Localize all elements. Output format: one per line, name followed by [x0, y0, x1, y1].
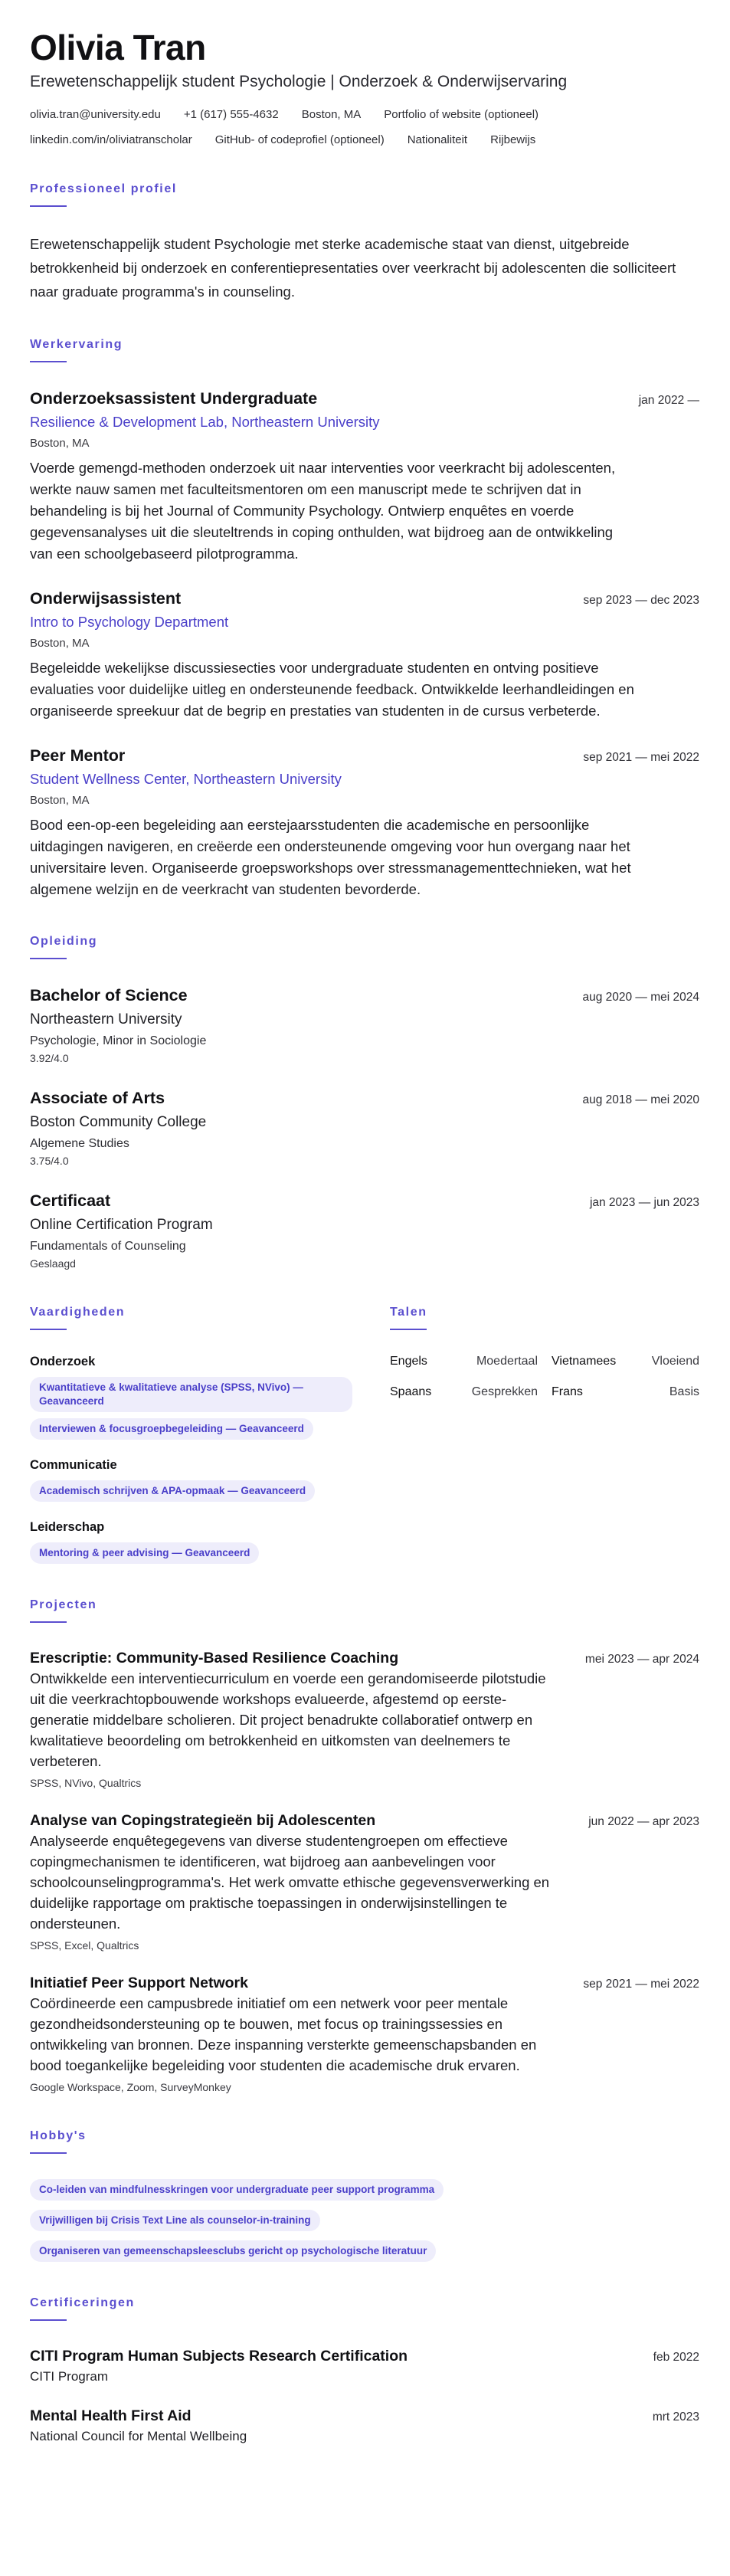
field-of-study: Psychologie, Minor in Sociologie [30, 1034, 207, 1047]
section-title-education: Opleiding [30, 935, 98, 948]
job-date: jan 2022 — [638, 394, 699, 407]
section-divider [30, 205, 67, 207]
job-location: Boston, MA [30, 794, 90, 807]
education-entry [30, 1190, 699, 1271]
job-description: Bood een-op-een begeleiding aan eerstejaarsstudenten die academische en persoonlijke uitdagingen navigeren, en creëerde een ondersteunende omgeving voor hun overgang naar het universitaire leven. Organiseerde groepsworkshops over stressmanagementtechnieken, wat het algemene welzijn en de veerkracht van studenten bevorderde. [30, 817, 631, 897]
hobby-chip: Vrijwilligen bij Crisis Text Line als counselor-in-training [30, 2210, 320, 2231]
resume-header [30, 26, 699, 148]
certification-issuer: National Council for Mental Wellbeing [30, 2429, 247, 2443]
experience-section [30, 337, 699, 900]
job-title: Onderwijsassistent [30, 589, 182, 608]
experience-entry [30, 588, 699, 722]
school-name: Boston Community College [30, 1114, 207, 1130]
headline: Erewetenschappelijk student Psychologie | Onderzoek & Onderwijservaring [30, 73, 568, 90]
grade: 3.92/4.0 [30, 1052, 69, 1064]
job-location: Boston, MA [30, 637, 90, 650]
job-organization: Intro to Psychology Department [30, 614, 229, 630]
skill-chip: Kwantitatieve & kwalitatieve analyse (SPSS, NVivo) — Geavanceerd [30, 1377, 352, 1412]
language-item [552, 1384, 699, 1401]
skill-group-research [30, 1353, 356, 1440]
education-date: aug 2018 — mei 2020 [582, 1093, 699, 1106]
grade: Geslaagd [30, 1257, 76, 1270]
certification-entry [30, 2346, 699, 2386]
education-date: aug 2020 — mei 2024 [582, 991, 699, 1004]
certifications-section [30, 2296, 699, 2446]
project-entry [30, 1973, 699, 2095]
project-tools: SPSS, Excel, Qualtrics [30, 1939, 139, 1952]
job-location: Boston, MA [30, 437, 90, 450]
certification-entry [30, 2406, 699, 2446]
language-item [390, 1353, 538, 1370]
section-divider [30, 1329, 67, 1330]
contact-email[interactable]: olivia.tran@university.edu [30, 108, 161, 121]
project-title: Erescriptie: Community-Based Resilience Coaching [30, 1650, 399, 1667]
job-organization: Student Wellness Center, Northeastern University [30, 771, 342, 787]
education-date: jan 2023 — jun 2023 [589, 1196, 699, 1209]
language-level: Moedertaal [476, 1355, 538, 1368]
field-of-study: Algemene Studies [30, 1137, 129, 1150]
profile-section [30, 182, 699, 303]
project-description: Analyseerde enquêtegegevens van diverse studentengroepen om effectieve copingmechanismen te identificeren, wat bijdroeg aan aanbevelingen voor schoolcounselingprogramma's. Het werk omvatte ethische gegevensverwerking en duidelijke rapportage om praktische toepassingen in onderwijsinstellingen te ondersteunen. [30, 1833, 550, 1932]
language-name: Frans [552, 1385, 583, 1398]
project-tools: Google Workspace, Zoom, SurveyMonkey [30, 2081, 231, 2093]
school-name: Online Certification Program [30, 1217, 213, 1233]
project-title: Analyse van Copingstrategieën bij Adolescenten [30, 1812, 376, 1829]
section-title-languages: Talen [390, 1306, 427, 1319]
language-level: Basis [669, 1385, 699, 1398]
skill-group-leadership [30, 1519, 356, 1564]
grade: 3.75/4.0 [30, 1155, 69, 1167]
project-tools: SPSS, NVivo, Qualtrics [30, 1777, 142, 1789]
section-title-profile: Professioneel profiel [30, 182, 177, 195]
contact-nationality: Nationaliteit [407, 133, 468, 146]
job-description: Begeleidde wekelijkse discussiesecties voor undergraduate studenten en ontving positieve evaluaties voor duidelijke uitleg en ondersteunende feedback. Ontwikkelde leerhandleidingen en organiseerde spreekuur dat de begrip en prestaties van studenten in de cursus verbeterde. [30, 660, 634, 719]
language-level: Vloeiend [651, 1355, 699, 1368]
profile-summary: Erewetenschappelijk student Psychologie met sterke academische staat van dienst, uitgebreide betrokkenheid bij onderzoek en conferentiepresentaties over veerkracht bij adolescenten die solliciteert naar graduate programma's in counseling. [30, 236, 676, 300]
degree-title: Certificaat [30, 1191, 111, 1210]
field-of-study: Fundamentals of Counseling [30, 1240, 186, 1253]
experience-entry [30, 745, 699, 900]
skill-chip: Mentoring & peer advising — Geavanceerd [30, 1542, 259, 1564]
project-title: Initiatief Peer Support Network [30, 1975, 248, 1991]
contact-row-1 [30, 107, 699, 123]
section-divider [30, 2152, 67, 2154]
project-date: jun 2022 — apr 2023 [588, 1815, 699, 1828]
certification-title: Mental Health First Aid [30, 2407, 192, 2424]
language-name: Vietnamees [552, 1355, 617, 1368]
degree-title: Associate of Arts [30, 1089, 165, 1107]
language-name: Spaans [390, 1385, 432, 1398]
skill-chip: Academisch schrijven & APA-opmaak — Geavanceerd [30, 1480, 315, 1502]
contact-drivers-license: Rijbewijs [490, 133, 536, 146]
section-divider [30, 1621, 67, 1623]
contact-row-2 [30, 133, 699, 148]
section-title-projects: Projecten [30, 1598, 97, 1611]
project-entry [30, 1648, 699, 1791]
degree-title: Bachelor of Science [30, 986, 188, 1005]
job-title: Peer Mentor [30, 746, 126, 765]
experience-entry [30, 388, 699, 565]
contact-phone[interactable]: +1 (617) 555-4632 [183, 108, 279, 121]
candidate-name: Olivia Tran [30, 28, 206, 67]
language-level: Gesprekken [471, 1385, 538, 1398]
contact-linkedin[interactable]: linkedin.com/in/oliviatranscholar [30, 133, 192, 146]
hobby-chip: Co-leiden van mindfulnesskringen voor undergraduate peer support programma [30, 2179, 444, 2201]
contact-github[interactable]: GitHub- of codeprofiel (optioneel) [214, 133, 385, 146]
education-section [30, 934, 699, 1271]
language-item [390, 1384, 538, 1401]
skill-group-communication [30, 1457, 356, 1502]
education-entry [30, 985, 699, 1066]
certification-date: feb 2022 [653, 2351, 699, 2364]
skills-section [30, 1305, 356, 1564]
skills-languages-row [30, 1305, 699, 1564]
job-title: Onderzoeksassistent Undergraduate [30, 389, 318, 408]
project-date: sep 2021 — mei 2022 [583, 1978, 699, 1991]
project-entry [30, 1811, 699, 1953]
job-date: sep 2023 — dec 2023 [583, 594, 699, 607]
section-title-certifications: Certificeringen [30, 2296, 135, 2309]
section-divider [30, 958, 67, 959]
certification-date: mrt 2023 [652, 2410, 699, 2424]
hobby-chip: Organiseren van gemeenschapsleesclubs gericht op psychologische literatuur [30, 2240, 436, 2262]
languages-section [390, 1305, 699, 1564]
section-divider [390, 1329, 427, 1330]
contact-location: Boston, MA [301, 108, 362, 121]
school-name: Northeastern University [30, 1011, 182, 1027]
contact-portfolio[interactable]: Portfolio of website (optioneel) [384, 108, 539, 121]
projects-section [30, 1598, 699, 2095]
section-divider [30, 2319, 67, 2321]
hobbies-section [30, 2129, 699, 2262]
project-description: Ontwikkelde een interventiecurriculum en voerde een gerandomiseerde pilotstudie uit die veerkrachtopbouwende workshops evalueerde, afgestemd op eerste-generatie middelbare scholieren. Dit project benadrukte collaboratief ontwerp en kwalitatieve beoordeling om betrokkenheid en uitkomsten van deelnemers te verbeteren. [30, 1670, 546, 1769]
job-organization: Resilience & Development Lab, Northeastern University [30, 414, 380, 430]
job-description: Voerde gemengd-methoden onderzoek uit naar interventies voor veerkracht bij adolescenten, werkte nauw samen met faculteitsmentoren om een manuscript mede te schrijven dat in behandeling is bij het Journal of Community Psychology. Ontwierp enquêtes en voerde gegevensanalyses uit die sleuteltrends in coping onthulden, wat bijdroeg aan de ontwikkeling van een schoolgebaseerd pilotprogramma. [30, 460, 616, 562]
project-date: mei 2023 — apr 2024 [584, 1653, 699, 1666]
skill-group-name: Onderzoek [30, 1355, 96, 1368]
section-title-hobbies: Hobby's [30, 2129, 87, 2142]
education-entry [30, 1087, 699, 1168]
skill-group-name: Communicatie [30, 1458, 117, 1472]
certification-issuer: CITI Program [30, 2369, 109, 2384]
skill-chip: Interviewen & focusgroepbegeleiding — Geavanceerd [30, 1418, 313, 1440]
language-item [552, 1353, 699, 1370]
section-divider [30, 361, 67, 362]
language-name: Engels [390, 1355, 427, 1368]
project-description: Coördineerde een campusbrede initiatief om een netwerk voor peer mentale gezondheidsondersteuning op te bouwen, met focus op trainingssessies en ontwikkeling van bronnen. Deze inspanning versterkte gemeenschapsbanden en bood toegankelijke begeleiding voor studenten die academische druk ervaren. [30, 1995, 537, 2073]
skill-group-name: Leiderschap [30, 1520, 105, 1534]
certification-title: CITI Program Human Subjects Research Certification [30, 2348, 408, 2365]
section-title-experience: Werkervaring [30, 338, 123, 351]
section-title-skills: Vaardigheden [30, 1306, 126, 1319]
job-date: sep 2021 — mei 2022 [583, 751, 699, 764]
